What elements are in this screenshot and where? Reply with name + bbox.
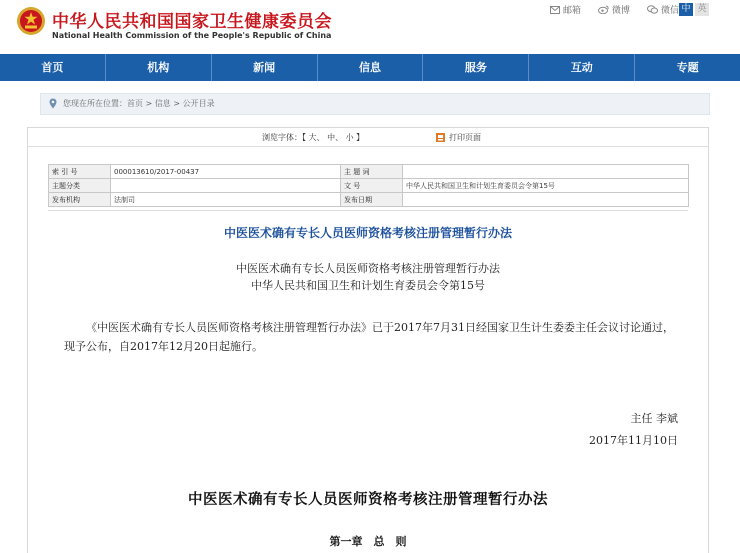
meta-index-label: 索 引 号	[49, 165, 111, 179]
meta-docno-label: 文 号	[341, 179, 403, 193]
meta-docno-value: 中华人民共和国卫生和计划生育委员会令第15号	[403, 179, 689, 193]
divider	[48, 210, 688, 211]
weibo-link[interactable]	[598, 3, 630, 16]
nav-interaction[interactable]: 互动	[528, 54, 634, 81]
meta-category-value	[111, 179, 341, 193]
chapter-heading: 第一章 总 则	[329, 535, 407, 548]
breadcrumb-text[interactable]: 您现在所在位置：首页 > 信息 > 公开目录	[63, 99, 215, 108]
print-label: 打印页面	[449, 133, 481, 142]
nav-organization[interactable]: 机构	[105, 54, 211, 81]
lang-en-button[interactable]: 英	[695, 3, 709, 16]
article-title: 中医医术确有专长人员医师资格考核注册管理暂行办法	[223, 226, 512, 240]
print-icon	[436, 133, 445, 142]
article-subtitle: 中医医术确有专长人员医师资格考核注册管理暂行办法	[236, 262, 500, 275]
mail-link[interactable]	[550, 3, 581, 16]
nav-topics[interactable]: 专题	[634, 54, 740, 81]
lang-cn-button[interactable]: 中	[679, 3, 693, 16]
meta-date-value	[403, 193, 689, 207]
location-pin-icon	[49, 98, 57, 109]
signing-date: 2017年11月10日	[589, 434, 678, 447]
meta-index-value: 000013610/2017-00437	[111, 165, 341, 179]
mail-link-label: 邮箱	[563, 6, 582, 16]
signer: 主任 李斌	[630, 412, 678, 425]
font-size-selector[interactable]: 浏览字体：【 大、 中、 小 】	[262, 133, 365, 142]
meta-category-label: 主题分类	[49, 179, 111, 193]
article-toolbar	[28, 128, 708, 147]
regulation-title: 中医医术确有专长人员医师资格考核注册管理暂行办法	[188, 491, 548, 508]
weibo-icon	[598, 5, 609, 14]
nav-services[interactable]: 服务	[422, 54, 528, 81]
weibo-link-label: 微博	[612, 6, 631, 16]
wechat-link-label: 微信	[661, 6, 680, 16]
meta-issuer-label: 发布机构	[49, 193, 111, 207]
nav-news[interactable]: 新闻	[211, 54, 317, 81]
decree-number: 中华人民共和国卫生和计划生育委员会令第15号	[251, 279, 485, 292]
top-links	[550, 3, 696, 16]
meta-date-label: 发布日期	[341, 193, 403, 207]
breadcrumb	[40, 93, 710, 115]
print-button[interactable]	[436, 132, 481, 143]
nav-information[interactable]: 信息	[317, 54, 423, 81]
meta-issuer-value: 法制司	[111, 193, 341, 207]
mail-icon	[550, 6, 560, 14]
national-emblem-icon	[16, 6, 46, 36]
meta-topic-label: 主 题 词	[341, 165, 403, 179]
meta-topic-value	[403, 165, 689, 179]
site-title-cn[interactable]: 中华人民共和国国家卫生健康委员会	[52, 12, 332, 32]
document-meta-table	[48, 164, 689, 207]
site-header	[0, 0, 740, 52]
wechat-link[interactable]	[647, 3, 679, 16]
nav-home[interactable]: 首页	[41, 61, 64, 74]
wechat-icon	[647, 5, 658, 14]
main-nav	[0, 54, 740, 81]
article-container	[27, 127, 709, 553]
announcement-paragraph: 《中医医术确有专长人员医师资格考核注册管理暂行办法》已于2017年7月31日经国家卫生计生委委主任会议讨论通过，现予公布，自2017年12月20日起施行。	[64, 321, 674, 353]
site-title-en: National Health Commission of the People's Republic of China	[52, 31, 332, 40]
